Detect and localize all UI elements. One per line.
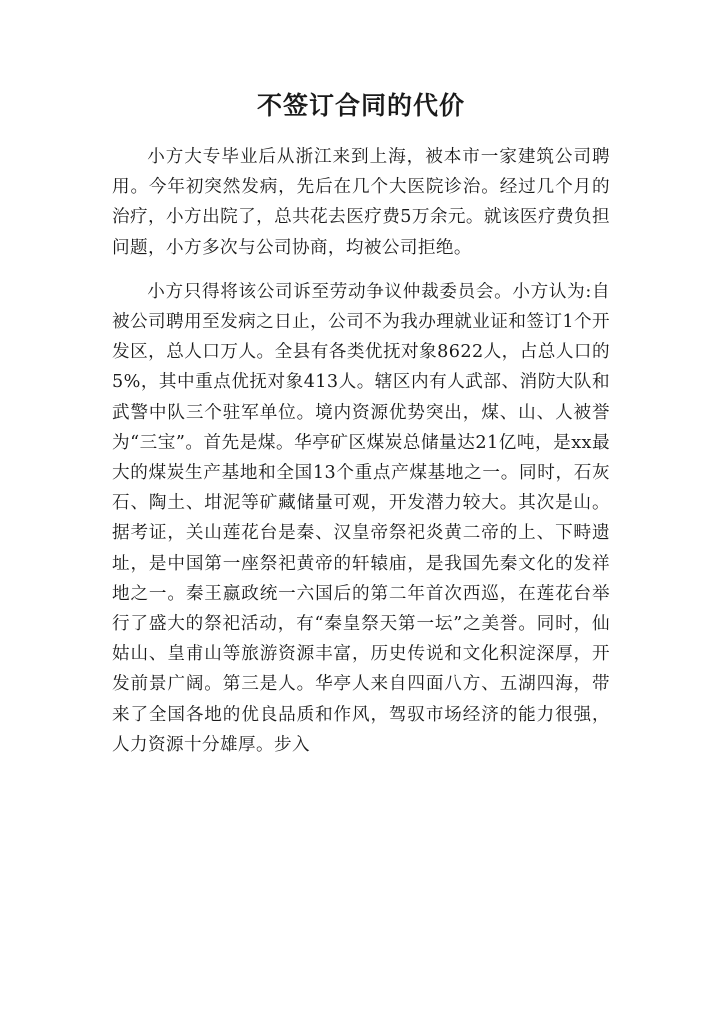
paragraph-2: 小方只得将该公司诉至劳动争议仲裁委员会。小方认为:自被公司聘用至发病之日止，公司不为我办理就业证和签订1个开发区，总人口万人。全县有各类优抚对象8622人，占总人口的5%，其中重点优抚对象413人。辖区内有人武部、消防大队和武警中队三个驻军单位。境内资源优势突出，煤、山、人被誉为“三宝”。首先是煤。华亭矿区煤炭总储量达21亿吨，是xx最大的煤炭生产基地和全国13个重点产煤基地之一。同时，石灰石、陶土、坩泥等矿藏储量可观，开发潜力较大。其次是山。据考证，关山莲花台是秦、汉皇帝祭祀炎黄二帝的上、下畤遗址，是中国第一座祭祀黄帝的轩辕庙，是我国先秦文化的发祥地之一。秦王嬴政统一六国后的第二年首次西巡，在莲花台举行了盛大的祭祀活动，有“秦皇祭天第一坛”之美誉。同时，仙姑山、皇甫山等旅游资源丰富，历史传说和文化积淀深厚，开发前景广阔。第三是人。华亭人来自四面八方、五湖四海，带来了全国各地的优良品质和作风，驾驭市场经济的能力很强，人力资源十分雄厚。步入 [112,281,610,755]
paragraph-1: 小方大专毕业后从浙江来到上海，被本市一家建筑公司聘用。今年初突然发病，先后在几个大医院诊治。经过几个月的治疗，小方出院了，总共花去医疗费5万余元。就该医疗费负担问题，小方多次与公司协商，均被公司拒绝。 [112,147,610,258]
document-body [112,84,610,760]
document-title: 不签订合同的代价 [256,91,465,120]
